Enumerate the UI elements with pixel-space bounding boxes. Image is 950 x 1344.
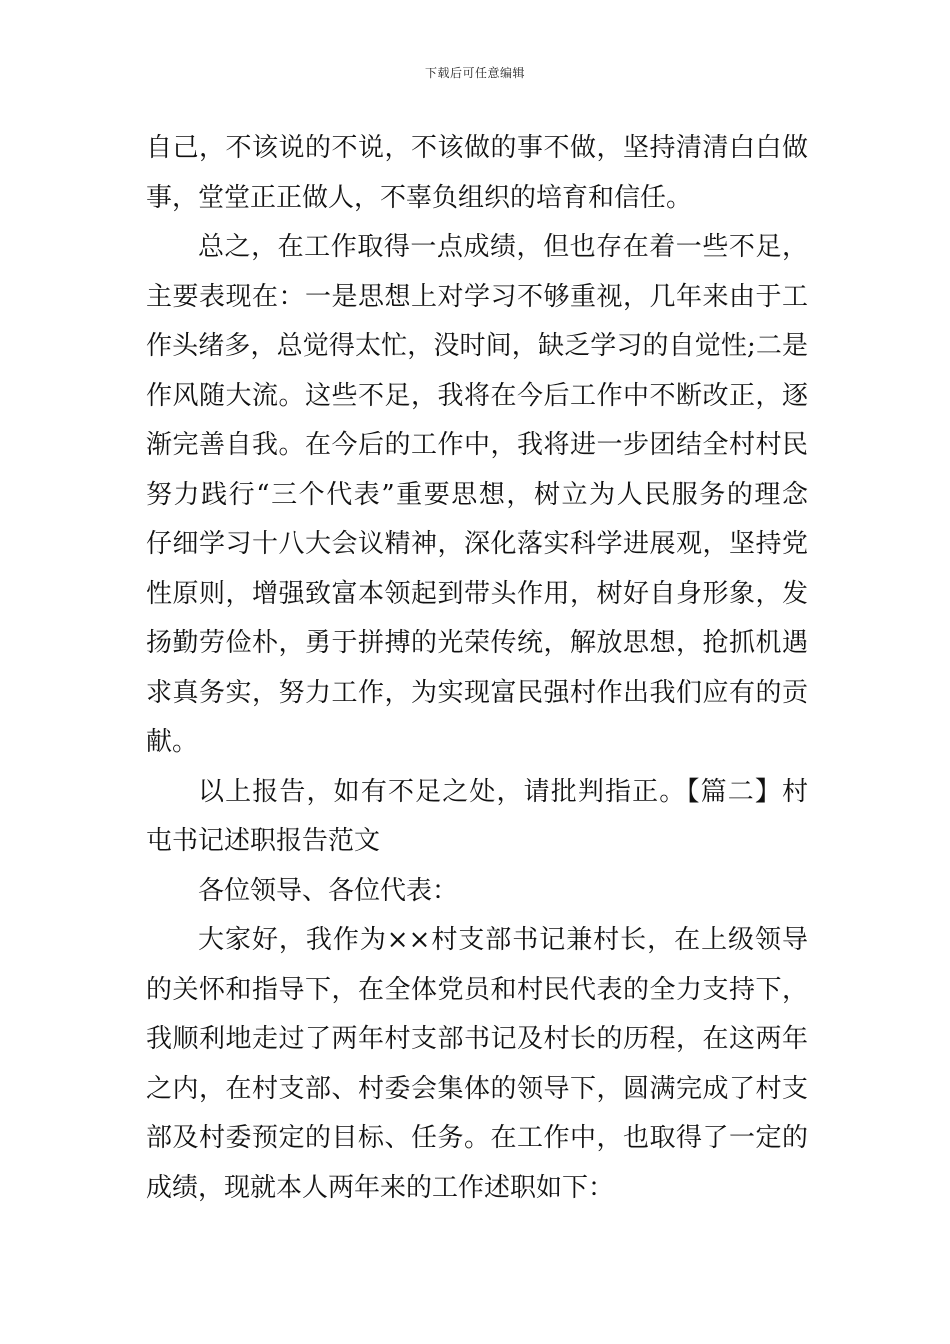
document-body [146,124,808,1213]
text-line: 主要表现在：一是思想上对学习不够重视，几年来由于工 [146,281,808,312]
text-line: 自己，不该说的不说，不该做的事不做，坚持清清白白做 [146,133,808,163]
text-line: 大家好，我作为××村支部书记兼村长，在上级领导 [198,925,808,955]
text-line: 的关怀和指导下，在全体党员和村民代表的全力支持下， [146,974,808,1005]
text-line: 作头绪多，总觉得太忙，没时间，缺乏学习的自觉性;二是 [146,331,808,361]
text-line: 成绩，现就本人两年来的工作述职如下： [146,1172,615,1203]
text-line: 我顺利地走过了两年村支部书记及村长的历程，在这两年 [146,1024,808,1054]
text-line: 献。 [146,727,199,757]
text-line: 扬勤劳俭朴，勇于拼搏的光荣传统，解放思想，抢抓机遇 [146,628,808,658]
text-line: 性原则，增强致富本领起到带头作用，树好自身形象，发 [146,578,808,609]
text-line: 作风随大流。这些不足，我将在今后工作中不断改正，逐 [146,380,808,411]
page-header: 下载后可任意编辑 [424,66,525,80]
text-line: 仔细学习十八大会议精神，深化落实科学进展观，坚持党 [146,529,808,559]
text-line: 各位领导、各位代表： [198,875,459,906]
text-line: 部及村委预定的目标、任务。在工作中，也取得了一定的 [146,1123,808,1153]
text-line: 努力践行“三个代表”重要思想，树立为人民服务的理念 [146,479,808,510]
text-line: 求真务实，努力工作，为实现富民强村作出我们应有的贡 [146,677,808,708]
text-line: 事，堂堂正正做人，不辜负组织的培育和信任。 [146,182,693,213]
text-line: 总之，在工作取得一点成绩，但也存在着一些不足， [198,232,808,262]
text-line: 渐完善自我。在今后的工作中，我将进一步团结全村村民 [146,430,808,460]
text-line: 以上报告，如有不足之处，请批判指正。【篇二】村 [198,776,808,807]
text-line: 之内，在村支部、村委会集体的领导下，圆满完成了村支 [146,1073,808,1104]
text-line: 屯书记述职报告范文 [146,826,381,856]
